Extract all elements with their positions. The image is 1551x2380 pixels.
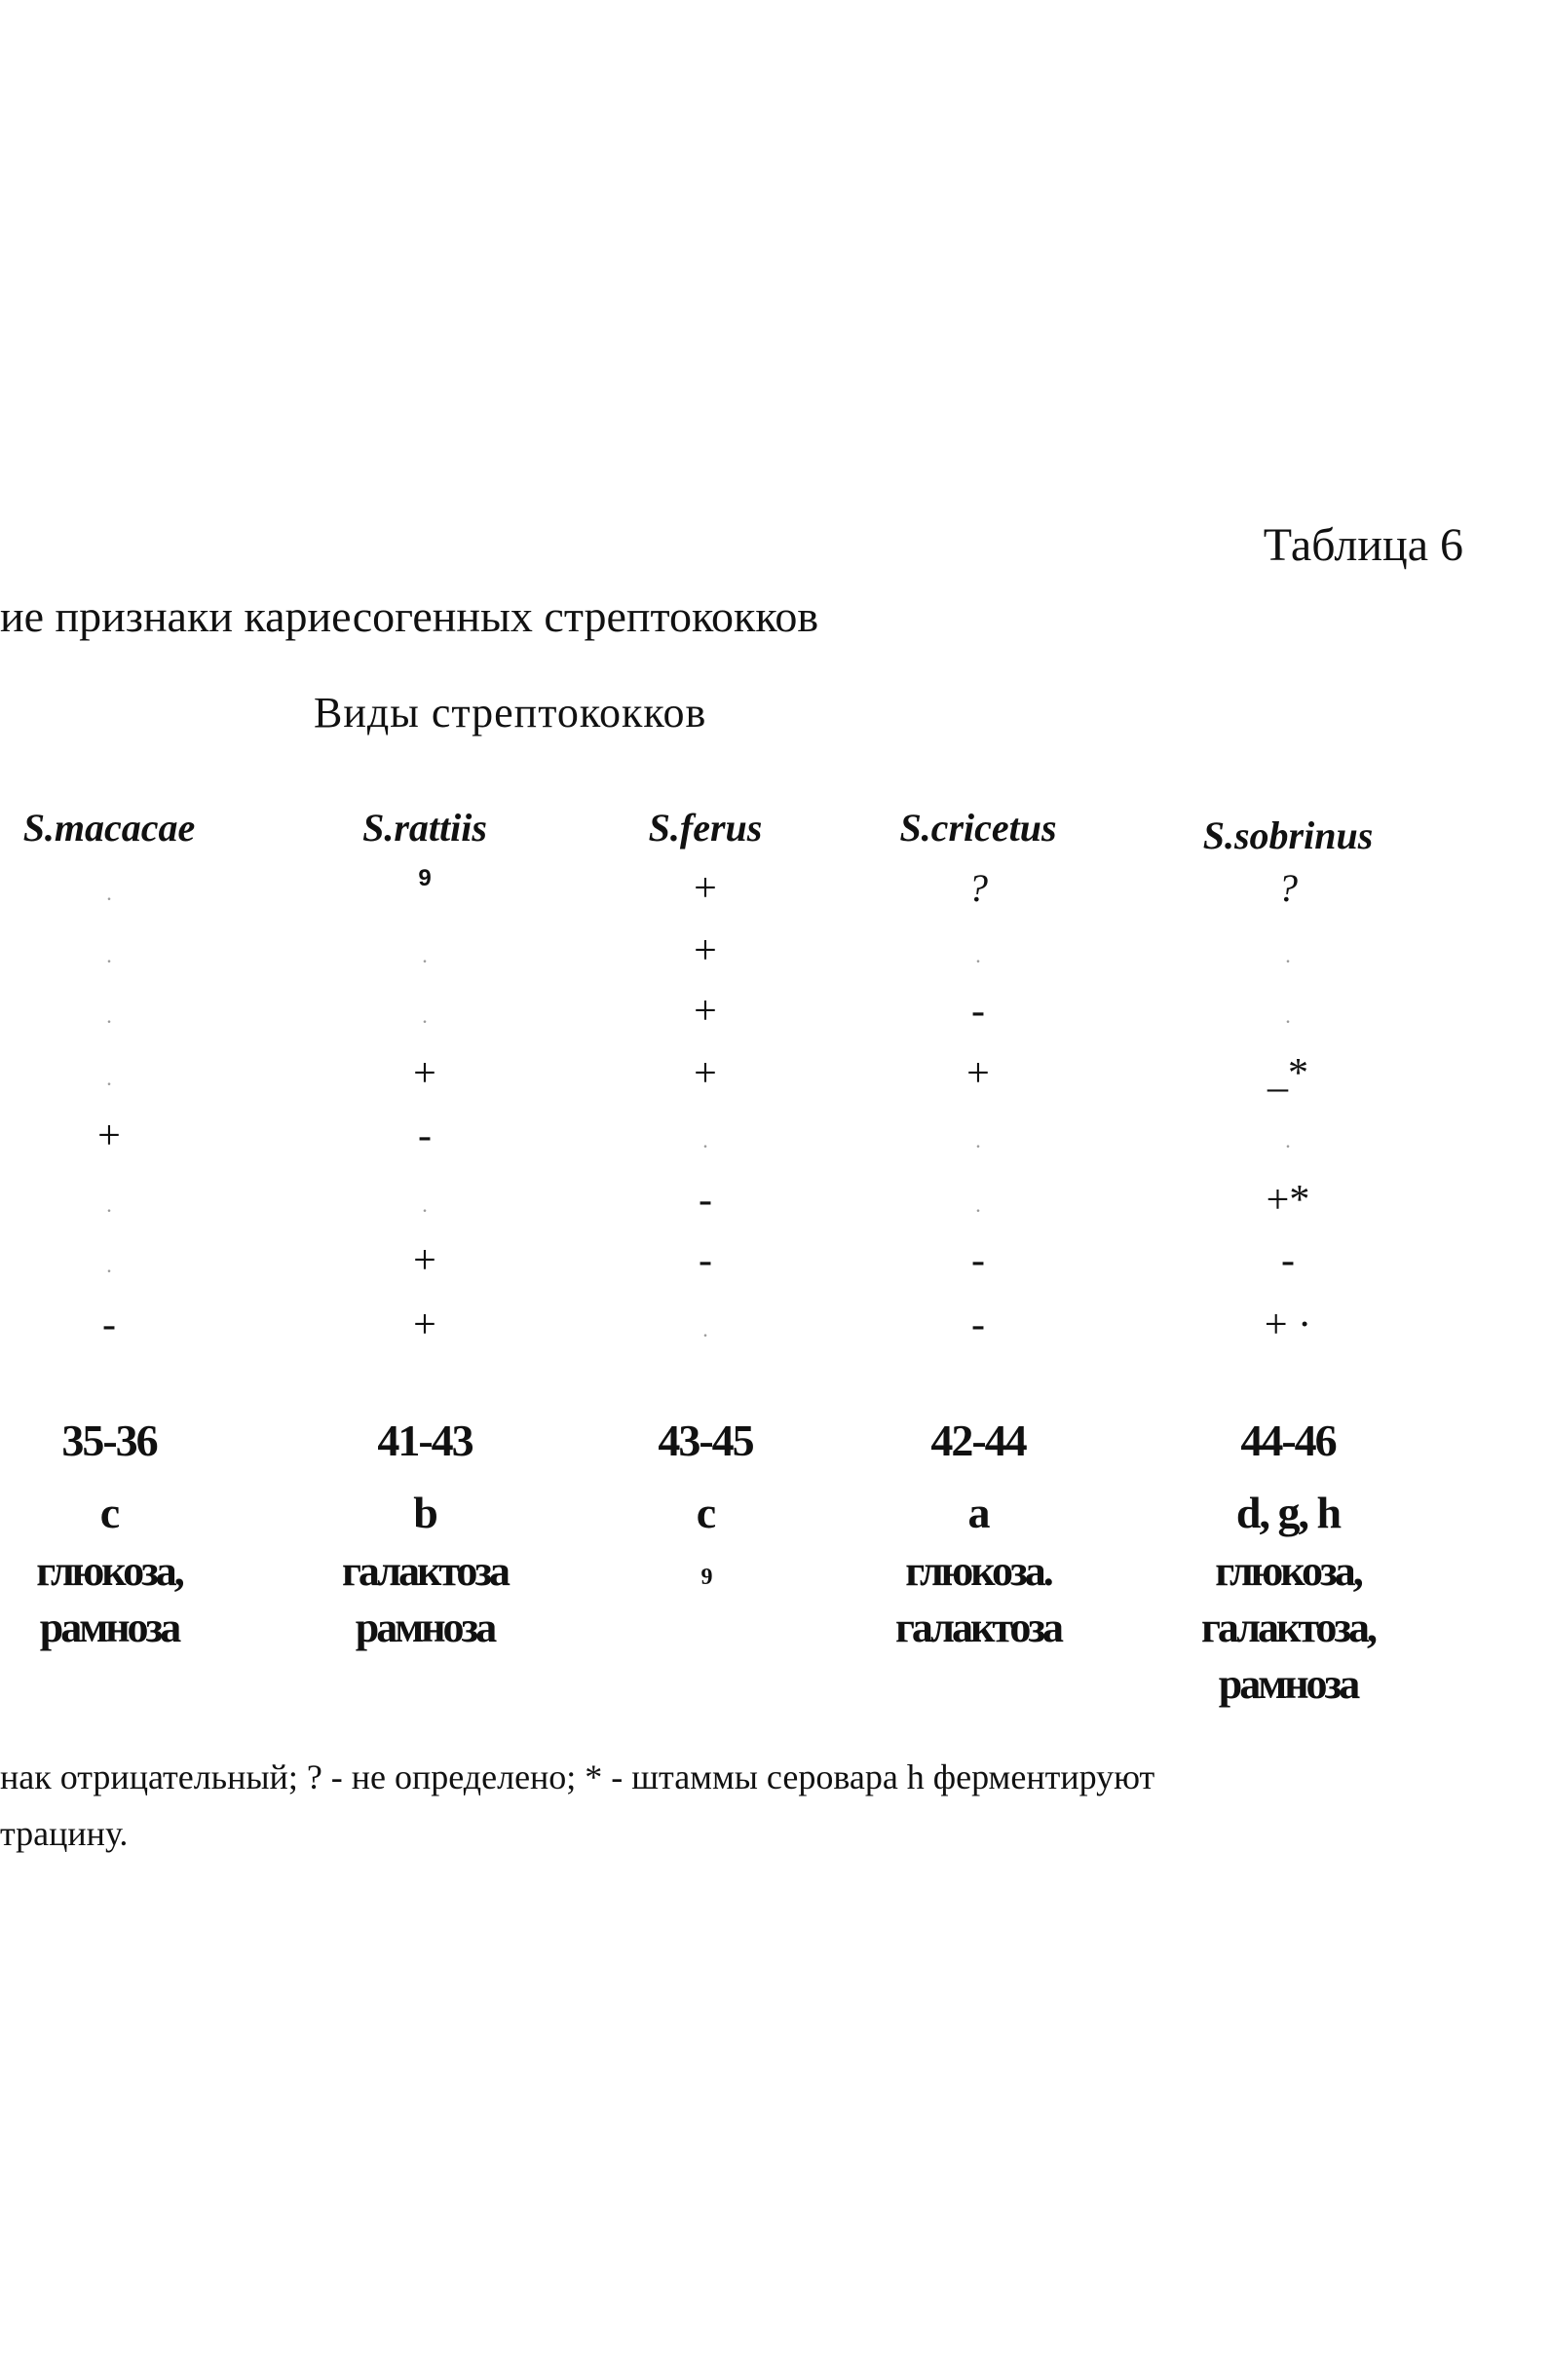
serovar-cell: a bbox=[967, 1488, 989, 1537]
trait-cell: - bbox=[971, 989, 985, 1034]
trait-cell: . bbox=[975, 943, 981, 967]
trait-cell: +* bbox=[1266, 1178, 1310, 1223]
table-number: Таблица 6 bbox=[1263, 519, 1463, 571]
trait-cell: . bbox=[1285, 1128, 1291, 1152]
trait-cell: . bbox=[975, 1128, 981, 1152]
trait-cell: - bbox=[418, 1114, 432, 1158]
footnote-line-1: нак отрицательный; ? - не определено; * - штаммы серовара h ферментируют bbox=[0, 1757, 1155, 1796]
trait-cell: + · bbox=[1264, 1303, 1312, 1347]
species-header: S.ferus bbox=[648, 806, 763, 850]
trait-cell: . bbox=[702, 1128, 708, 1152]
trait-cell: _* bbox=[1267, 1051, 1308, 1096]
trait-cell: + bbox=[694, 866, 717, 911]
trait-cell: . bbox=[1285, 943, 1291, 967]
trait-cell: 9 bbox=[418, 865, 432, 891]
gc-content-cell: 42-44 bbox=[930, 1416, 1026, 1465]
gc-content-cell: 43-45 bbox=[658, 1416, 753, 1465]
trait-cell: + bbox=[694, 1051, 717, 1096]
gc-content-cell: 35-36 bbox=[61, 1416, 157, 1465]
species-header: S.sobrinus bbox=[1202, 813, 1374, 857]
trait-cell: + bbox=[413, 1051, 436, 1096]
sugar-cell: глюкоза, рамноза bbox=[36, 1547, 182, 1651]
trait-cell: . bbox=[106, 881, 112, 905]
species-header: S.macacae bbox=[22, 806, 196, 850]
trait-cell: . bbox=[975, 1192, 981, 1217]
serovar-cell: c bbox=[99, 1488, 119, 1537]
trait-cell: . bbox=[422, 1192, 428, 1217]
trait-cell: . bbox=[106, 1192, 112, 1217]
species-header: S.cricetus bbox=[899, 806, 1057, 850]
trait-cell: - bbox=[699, 1238, 712, 1283]
trait-cell: ? bbox=[968, 866, 988, 910]
trait-cell: + bbox=[966, 1051, 990, 1096]
trait-cell: + bbox=[694, 928, 717, 973]
trait-cell: - bbox=[971, 1238, 985, 1283]
serovar-cell: c bbox=[696, 1488, 715, 1537]
serovar-cell: b bbox=[413, 1488, 436, 1537]
species-group-header: Виды стрептококков bbox=[314, 689, 707, 737]
trait-cell: - bbox=[102, 1303, 116, 1347]
trait-cell: . bbox=[702, 1317, 708, 1341]
sugar-cell: галактоза рамноза bbox=[341, 1547, 509, 1651]
table-title: ие признаки кариесогенных стрептококков bbox=[0, 591, 819, 641]
trait-cell: + bbox=[694, 989, 717, 1034]
trait-cell: . bbox=[422, 1003, 428, 1028]
trait-cell: + bbox=[413, 1238, 436, 1283]
trait-cell: - bbox=[1281, 1238, 1295, 1283]
trait-cell: - bbox=[699, 1178, 712, 1223]
gc-content-cell: 41-43 bbox=[377, 1416, 473, 1465]
trait-cell: . bbox=[106, 1253, 112, 1277]
trait-cell: + bbox=[413, 1303, 436, 1347]
trait-cell: - bbox=[971, 1303, 985, 1347]
trait-cell: . bbox=[106, 1066, 112, 1090]
trait-cell: . bbox=[106, 1003, 112, 1028]
sugar-cell: глюкоза, галактоза, рамноза bbox=[1200, 1547, 1376, 1708]
sugar-cell: глюкоза. галактоза bbox=[894, 1547, 1062, 1651]
trait-cell: . bbox=[1285, 1003, 1291, 1028]
serovar-cell: d, g, h bbox=[1235, 1488, 1341, 1537]
species-header: S.rattiis bbox=[362, 806, 487, 850]
trait-cell: + bbox=[97, 1114, 121, 1158]
gc-content-cell: 44-46 bbox=[1240, 1416, 1336, 1465]
trait-cell: . bbox=[106, 943, 112, 967]
trait-cell: ? bbox=[1278, 866, 1298, 910]
footnote-line-2: трацину. bbox=[0, 1814, 129, 1853]
footnote bbox=[0, 1749, 1154, 1862]
sugar-cell: 9 bbox=[700, 1565, 710, 1590]
trait-cell: . bbox=[422, 943, 428, 967]
